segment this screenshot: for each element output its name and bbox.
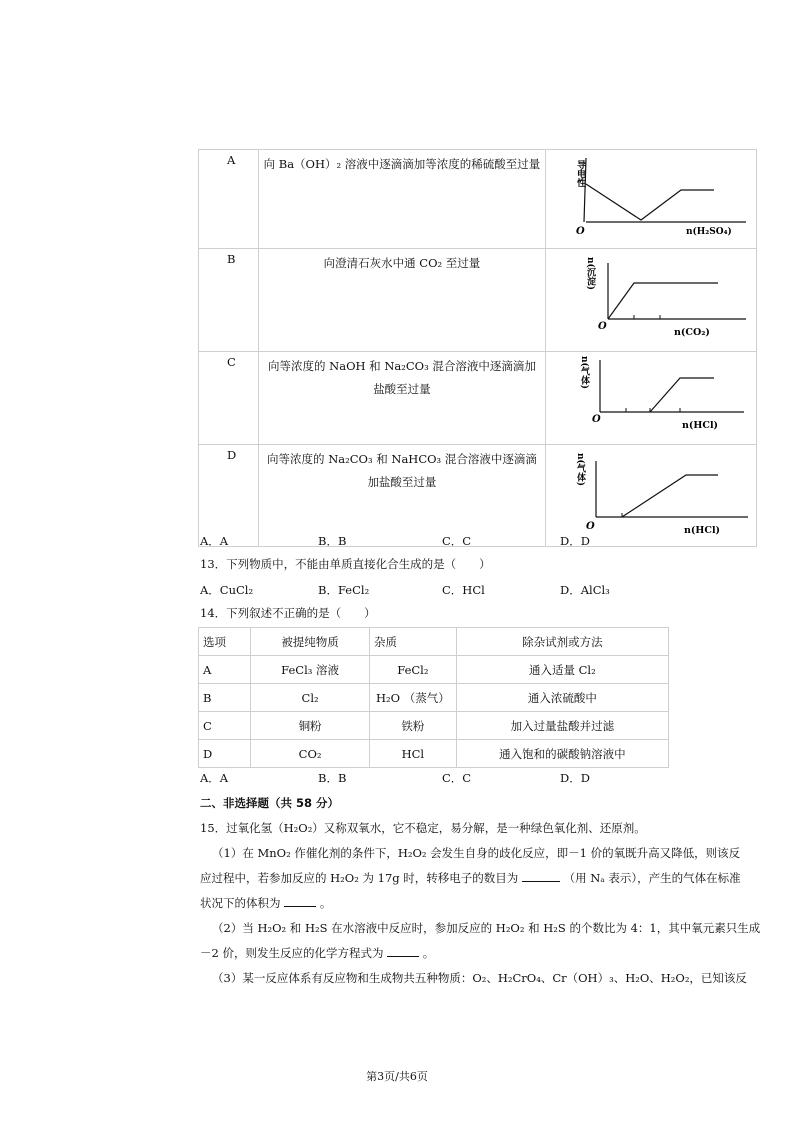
table-row bbox=[199, 656, 669, 684]
option-c[interactable]: C．C bbox=[442, 534, 472, 548]
table-row bbox=[199, 740, 669, 768]
option-b[interactable]: B．B bbox=[318, 534, 347, 548]
option-b[interactable]: B．FeCl₂ bbox=[318, 583, 370, 597]
table-cell: 铜粉 bbox=[251, 712, 370, 740]
option-a[interactable]: A．CuCl₂ bbox=[200, 583, 254, 597]
graph-x-label: n(CO₂) bbox=[673, 327, 710, 338]
option-c[interactable]: C．HCl bbox=[442, 583, 485, 597]
section-heading: 二、非选择题（共 58 分） bbox=[200, 796, 340, 810]
graph-origin: O bbox=[597, 321, 607, 332]
q12-row-label: A bbox=[199, 150, 259, 249]
q15-part1-line1: （1）在 MnO₂ 作催化剂的条件下，H₂O₂ 会发生自身的歧化反应，即－1 价的氧既升高又降低，则该反 bbox=[212, 846, 741, 860]
option-a[interactable]: A．A bbox=[200, 534, 229, 548]
graph-origin: O bbox=[585, 521, 595, 532]
graph-y-label: n(气体) bbox=[578, 356, 589, 390]
table-cell: 通入浓硫酸中 bbox=[456, 684, 668, 712]
gas-graph-d bbox=[546, 445, 756, 543]
header-cell: 选项 bbox=[199, 628, 251, 656]
q15-part1-line3 bbox=[200, 895, 331, 911]
table-header-row bbox=[199, 628, 669, 656]
q15-part1-line2 bbox=[200, 870, 741, 886]
q13-stem: 13．下列物质中，不能由单质直接化合生成的是（ ） bbox=[200, 557, 491, 571]
option-a[interactable]: A．A bbox=[200, 771, 229, 785]
table-cell: FeCl₃ 溶液 bbox=[251, 656, 370, 684]
graph-x-label: n(HCl) bbox=[683, 525, 721, 536]
answer-blank[interactable] bbox=[387, 946, 419, 957]
text: 。 bbox=[422, 946, 435, 960]
graph-x-label: n(H₂SO₄) bbox=[685, 227, 732, 237]
answer-blank[interactable] bbox=[522, 871, 560, 882]
table-cell: 加入过量盐酸并过滤 bbox=[456, 712, 668, 740]
answer-blank[interactable] bbox=[284, 896, 316, 907]
graph-origin: O bbox=[591, 414, 601, 425]
q12-graph-d-cell bbox=[545, 445, 756, 547]
table-row bbox=[199, 684, 669, 712]
option-d[interactable]: D．D bbox=[560, 534, 590, 548]
table-cell: 铁粉 bbox=[370, 712, 457, 740]
table-cell: 通入适量 Cl₂ bbox=[456, 656, 668, 684]
table-cell: FeCl₂ bbox=[370, 656, 457, 684]
q15-part2-line2 bbox=[200, 945, 434, 961]
q12-row-c bbox=[199, 352, 757, 445]
q14-stem: 14．下列叙述不正确的是（ ） bbox=[200, 606, 376, 620]
q12-row-b bbox=[199, 249, 757, 352]
q12-row-label: C bbox=[199, 352, 259, 445]
graph-x-label: n(HCl) bbox=[681, 420, 719, 431]
table-cell: Cl₂ bbox=[251, 684, 370, 712]
gas-graph-c bbox=[546, 352, 756, 441]
graph-y-label: n(气体) bbox=[574, 453, 585, 487]
q12-row-text: 向 Ba（OH）₂ 溶液中逐滴滴加等浓度的稀硫酸至过量 bbox=[258, 150, 545, 249]
table-cell: H₂O （蒸气） bbox=[370, 684, 457, 712]
q15-part3-line1: （3）某一反应体系有反应物和生成物共五种物质：O₂、H₂CrO₄、Cr（OH）₃、H₂O、H₂O₂，已知该反 bbox=[212, 971, 747, 985]
header-cell: 除杂试剂或方法 bbox=[456, 628, 668, 656]
page-footer: 第3页/共6页 bbox=[366, 1070, 428, 1083]
conductivity-graph bbox=[546, 150, 756, 245]
table-cell: HCl bbox=[370, 740, 457, 768]
option-b[interactable]: B．B bbox=[318, 771, 347, 785]
graph-y-label: 导电性 bbox=[574, 160, 585, 187]
q15-part2-line1: （2）当 H₂O₂ 和 H₂S 在水溶液中反应时，参加反应的 H₂O₂ 和 H₂S 的个数比为 4：1，其中氧元素只生成 bbox=[212, 921, 761, 935]
table-cell: 通入饱和的碳酸钠溶液中 bbox=[456, 740, 668, 768]
table-cell: CO₂ bbox=[251, 740, 370, 768]
graph-y-label: n(沉淀) bbox=[584, 257, 595, 291]
table-cell: C bbox=[199, 712, 251, 740]
option-c[interactable]: C．C bbox=[442, 771, 472, 785]
option-d[interactable]: D．D bbox=[560, 771, 590, 785]
q14-table bbox=[198, 627, 669, 768]
q15-stem: 15．过氧化氢（H₂O₂）又称双氧水，它不稳定，易分解，是一种绿色氧化剂、还原剂。 bbox=[200, 821, 646, 835]
q12-table bbox=[198, 149, 757, 547]
q12-row-label: D bbox=[199, 445, 259, 547]
header-cell: 杂质 bbox=[370, 628, 457, 656]
text: 应过程中，若参加反应的 H₂O₂ 为 17g 时，转移电子的数目为 bbox=[200, 871, 519, 885]
option-d[interactable]: D．AlCl₃ bbox=[560, 583, 610, 597]
graph-origin: O bbox=[575, 226, 585, 237]
table-cell: A bbox=[199, 656, 251, 684]
q12-row-a bbox=[199, 150, 757, 249]
q12-row-d bbox=[199, 445, 757, 547]
text: （用 Nₐ 表示），产生的气体在标准 bbox=[563, 871, 741, 885]
q12-row-text: 向等浓度的 NaOH 和 Na₂CO₃ 混合溶液中逐滴滴加盐酸至过量 bbox=[258, 352, 545, 445]
q12-row-label: B bbox=[199, 249, 259, 352]
q12-graph-b-cell bbox=[545, 249, 756, 352]
precipitate-graph bbox=[546, 249, 756, 348]
table-row bbox=[199, 712, 669, 740]
q12-row-text: 向等浓度的 Na₂CO₃ 和 NaHCO₃ 混合溶液中逐滴滴加盐酸至过量 bbox=[258, 445, 545, 547]
table-cell: D bbox=[199, 740, 251, 768]
text: －2 价，则发生反应的化学方程式为 bbox=[200, 946, 384, 960]
text: 。 bbox=[319, 896, 332, 910]
q12-row-text: 向澄清石灰水中通 CO₂ 至过量 bbox=[258, 249, 545, 352]
header-cell: 被提纯物质 bbox=[251, 628, 370, 656]
text: 状况下的体积为 bbox=[200, 896, 281, 910]
q12-graph-a-cell bbox=[545, 150, 756, 249]
table-cell: B bbox=[199, 684, 251, 712]
q12-graph-c-cell bbox=[545, 352, 756, 445]
